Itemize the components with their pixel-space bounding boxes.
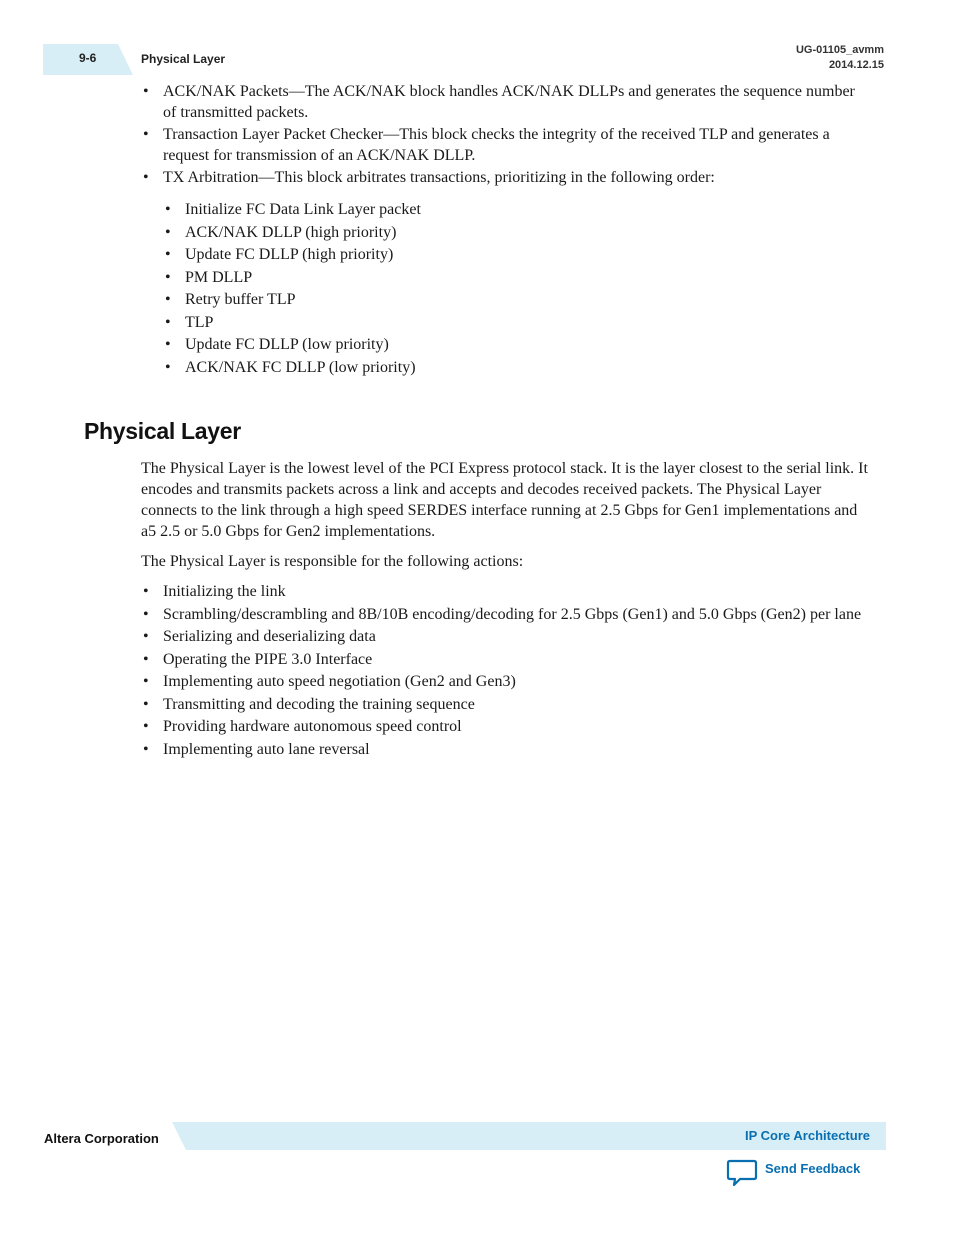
send-feedback-link[interactable]: Send Feedback xyxy=(765,1161,861,1176)
physical-layer-actions-list xyxy=(141,582,871,762)
list-item: • ACK/NAK Packets—The ACK/NAK block handles ACK/NAK DLLPs and generates the sequence number of transmitted packets. xyxy=(141,82,871,123)
list-item: • Update FC DLLP (high priority) xyxy=(163,245,863,266)
list-item: • Serializing and deserializing data xyxy=(141,627,871,648)
section-paragraph: The Physical Layer is responsible for the following actions: xyxy=(141,553,524,570)
doc-date: 2014.12.15 xyxy=(828,59,884,71)
list-item: • PM DLLP xyxy=(163,268,863,289)
list-item: • Transaction Layer Packet Checker—This block checks the integrity of the received TLP and generates a request for transmission of an ACK/NAK DLLP. xyxy=(141,125,871,166)
running-header-title: Physical Layer xyxy=(141,52,226,66)
list-item: • Operating the PIPE 3.0 Interface xyxy=(141,650,871,671)
list-item: • TX Arbitration—This block arbitrates transactions, prioritizing in the following order: xyxy=(141,168,871,189)
list-item: • Providing hardware autonomous speed control xyxy=(141,717,871,738)
section-paragraph: The Physical Layer is the lowest level of the PCI Express protocol stack. It is the layer closest to the serial link. It encodes and transmits packets across a link and accepts and decodes received packets. The Physical Layer connects to the link through a high speed SERDES interface running at 2.5 Gbps for Gen1 implementations and a5 2.5 or 5.0 Gbps for Gen2 implementations. xyxy=(141,460,868,540)
doc-id: UG-01105_avmm xyxy=(795,44,884,56)
company-name: Altera Corporation xyxy=(44,1131,159,1146)
doc-info xyxy=(796,43,884,73)
list-item: • ACK/NAK DLLP (high priority) xyxy=(163,223,863,244)
tx-arbitration-priority-list xyxy=(163,200,863,380)
list-item: • Initializing the link xyxy=(141,582,871,603)
chapter-link[interactable]: IP Core Architecture xyxy=(745,1128,870,1143)
list-item: • Retry buffer TLP xyxy=(163,290,863,311)
speech-bubble-icon[interactable] xyxy=(726,1158,758,1188)
page-number: 9-6 xyxy=(79,51,97,65)
list-item: • Transmitting and decoding the training sequence xyxy=(141,695,871,716)
list-item: • Initialize FC Data Link Layer packet xyxy=(163,200,863,221)
list-item: • ACK/NAK FC DLLP (low priority) xyxy=(163,358,863,379)
list-item: • TLP xyxy=(163,313,863,334)
list-item: • Implementing auto lane reversal xyxy=(141,740,871,761)
list-item: • Implementing auto speed negotiation (Gen2 and Gen3) xyxy=(141,672,871,693)
dll-block-list xyxy=(141,82,871,191)
section-heading: Physical Layer xyxy=(84,418,241,444)
list-item: • Scrambling/descrambling and 8B/10B encoding/decoding for 2.5 Gbps (Gen1) and 5.0 Gbps (Gen2) per lane xyxy=(141,605,871,626)
list-item: • Update FC DLLP (low priority) xyxy=(163,335,863,356)
